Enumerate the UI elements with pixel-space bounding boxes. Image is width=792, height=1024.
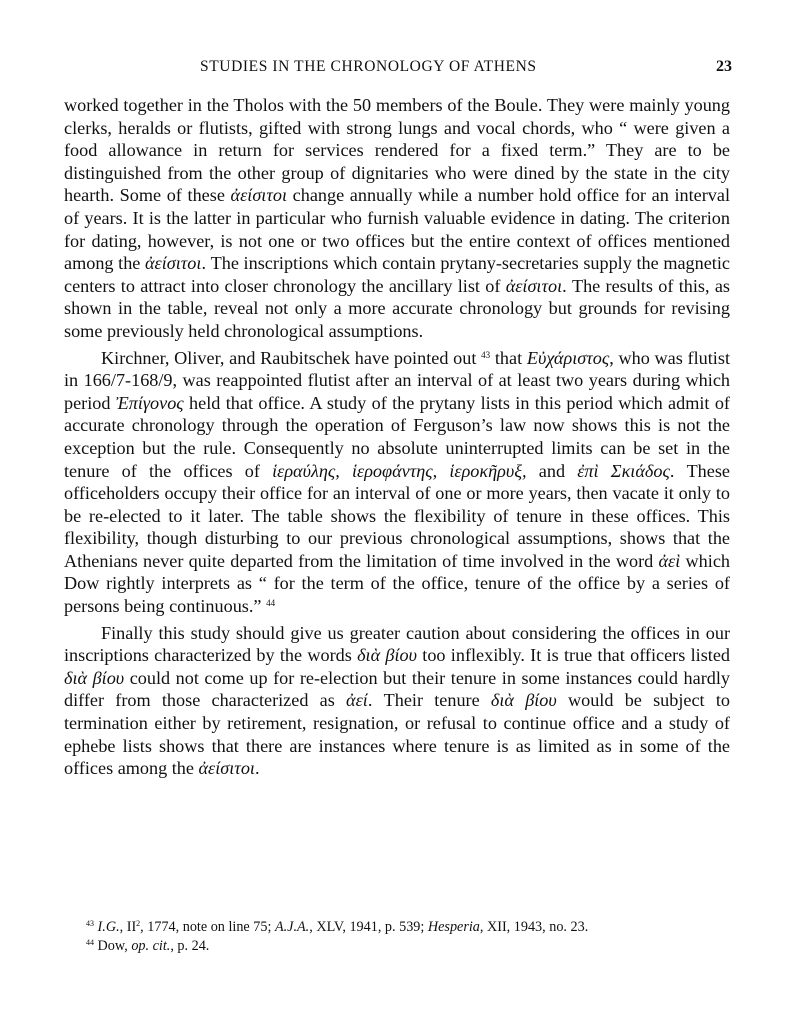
body-text — [64, 94, 730, 780]
footnote-43 — [64, 918, 730, 937]
paragraph-1 — [64, 94, 730, 343]
footnote-number: 44 — [86, 938, 94, 947]
text-run: Finally this study should give us greater caution about considering the offices in our inscriptions characterized by the words — [64, 622, 730, 666]
greek-term: ἀείσιτοι — [230, 185, 287, 206]
footnotes — [64, 918, 730, 956]
footnote-ref-43: 43 — [481, 349, 491, 360]
greek-term: ἱεραύλης, ἱεροφάντης, ἱεροκῆρυξ, — [272, 460, 527, 481]
text-run: . The results of this, as shown in the table, reveal not only a more accurate chronology but grounds for revising some previously held chronological assumptions. — [64, 275, 730, 341]
text-run: , who was flutist in 166/7-168/9, was reappointed flutist after an interval of at least two years during which period — [64, 347, 730, 413]
greek-term: ἀεί — [346, 690, 368, 711]
footnote-ref-44: 44 — [266, 598, 276, 609]
citation-title: op. cit. — [131, 938, 171, 954]
text-run: Kirchner, Oliver, and Raubitschek have pointed out — [101, 347, 482, 368]
text-run: . Their tenure — [367, 690, 491, 711]
citation-title: Hesperia — [427, 919, 480, 935]
citation-text: , XII, 1943, no. 23. — [479, 919, 589, 935]
greek-term: ἀεὶ — [658, 550, 681, 571]
citation-text: , p. 24. — [170, 938, 210, 954]
running-title: STUDIES IN THE CHRONOLOGY OF ATHENS — [200, 58, 537, 75]
greek-term: διὰ βίου — [490, 690, 557, 711]
text-run: . These officeholders occupy their office for an interval of one or more years, then vacate it only to be re-elected to it later. The table shows the flexibility of tenure in these offices. This flexibility, though disturbing to our previous chronological assumptions, shows that the Athenians never quite departed from the limitation of time involved in the word — [64, 460, 730, 571]
text-run: held that office. A study of the prytany lists in this period which admit of accurate chronology through the operation of Ferguson’s law now shows this is not the exception but the rule. Consequently no absolute uninterrupted limits can be set in the tenure of the offices of — [64, 392, 730, 481]
page-number: 23 — [716, 58, 732, 75]
text-run: that — [490, 347, 527, 368]
citation-text: , XLV, 1941, p. 539; — [309, 919, 428, 935]
running-header — [64, 58, 732, 84]
text-run: would be subject to termination either by retirement, resignation, or refusal to continue office and a study of ephebe lists shows that there are instances where tenure is as limited as in some of the offices among the — [64, 690, 730, 779]
text-run: . The inscriptions which contain prytany-secretaries supply the magnetic centers to attract into closer chronology the ancillary list of — [64, 253, 730, 296]
greek-term: διὰ βίου — [357, 645, 417, 666]
greek-term: ἀείσιτοι — [145, 253, 202, 274]
greek-term: ἀείσιτοι — [505, 275, 563, 296]
citation-text: , 1774, note on line 75; — [140, 919, 275, 935]
text-run: . — [254, 758, 260, 779]
text-run: could not come up for re-election but their tenure in some instances could hardly differ from those characterized as — [64, 667, 731, 711]
citation-text: , II — [119, 919, 137, 935]
greek-term: διὰ βίου — [64, 667, 125, 688]
footnote-number: 43 — [86, 919, 94, 928]
text-run: change annually while a number hold office for an interval of years. It is the latter in particular who furnish valuable evidence in dating. The criterion for dating, however, is not one or two offices but the entire context of offices mentioned among the — [64, 185, 730, 274]
text-run: and — [526, 460, 578, 481]
greek-term: ἐπὶ Σκιάδος — [577, 460, 670, 481]
citation-title: I.G. — [97, 919, 120, 935]
citation-title: A.J.A. — [274, 919, 310, 935]
paragraph-2 — [64, 347, 730, 618]
greek-term: Εὐχάριστος — [526, 347, 610, 368]
citation-text: Dow, — [97, 938, 132, 954]
edition-superscript: 2 — [136, 919, 141, 928]
footnote-44 — [64, 937, 730, 956]
text-run: worked together in the Tholos with the 50 members of the Boule. They were mainly young clerks, heralds or flutists, gifted with strong lungs and vocal chords, who “ were given a food allowance in return for services rendered for a fixed term.” They are to be distinguished from the other group of dignitaries who were dined by the state in the city hearth. Some of these — [64, 95, 730, 206]
greek-term: ἀείσιτοι — [198, 758, 255, 779]
text-run: too inflexibly. It is true that officers listed — [416, 645, 730, 666]
greek-term: Ἐπίγονος — [115, 392, 184, 413]
paragraph-3 — [64, 622, 730, 780]
text-run: which Dow rightly interprets as “ for the term of the office, tenure of the office by a series of persons being continuous.” — [64, 550, 730, 617]
